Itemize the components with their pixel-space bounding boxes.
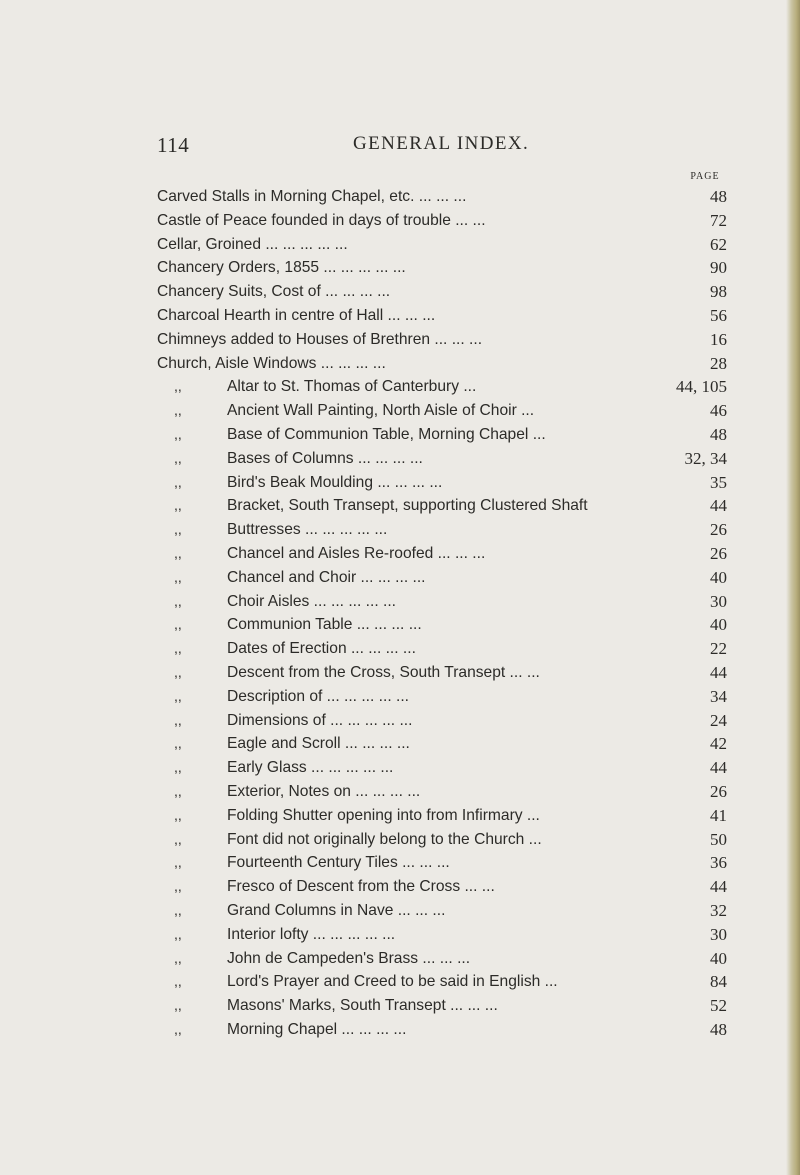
index-entry bbox=[157, 494, 737, 518]
index-entry bbox=[157, 970, 737, 994]
ditto-mark: ,, bbox=[174, 378, 182, 395]
entry-label: Chancery Orders, 1855 ... ... ... ... ... bbox=[157, 259, 406, 277]
ditto-mark: ,, bbox=[174, 616, 182, 633]
entry-page-ref: 48 bbox=[710, 187, 727, 206]
entry-page-ref: 26 bbox=[710, 543, 727, 563]
ditto-mark: ,, bbox=[174, 854, 182, 871]
entry-page-ref: 32, 34 bbox=[684, 448, 727, 468]
index-entry bbox=[157, 375, 737, 399]
index-entry bbox=[157, 233, 737, 257]
entry-page-ref: 46 bbox=[710, 401, 727, 421]
entry-page-ref: 44, 105 bbox=[676, 377, 727, 397]
index-entry bbox=[157, 209, 737, 233]
entry-page-ref: 44 bbox=[710, 496, 727, 516]
entry-page-ref: 44 bbox=[710, 877, 727, 897]
index-entry bbox=[157, 923, 737, 947]
index-entry bbox=[157, 256, 737, 280]
index-entry bbox=[157, 709, 737, 733]
entry-label: Interior lofty ... ... ... ... ... bbox=[227, 925, 396, 943]
entry-label: Bases of Columns ... ... ... ... bbox=[227, 449, 423, 467]
ditto-mark: ,, bbox=[174, 878, 182, 895]
entry-page-ref: 35 bbox=[710, 472, 727, 492]
ditto-mark: ,, bbox=[174, 425, 182, 442]
entry-page-ref: 62 bbox=[710, 234, 727, 254]
ditto-mark: ,, bbox=[174, 497, 182, 514]
index-entry bbox=[157, 423, 737, 447]
entry-label: Altar to St. Thomas of Canterbury ... bbox=[227, 378, 477, 396]
entry-page-ref: 41 bbox=[710, 805, 727, 825]
entry-page-ref: 72 bbox=[710, 210, 727, 230]
entry-page-ref: 84 bbox=[710, 972, 727, 992]
ditto-mark: ,, bbox=[174, 473, 182, 490]
entry-label: Chimneys added to Houses of Brethren ... ... ... bbox=[157, 330, 483, 348]
index-entry bbox=[157, 732, 737, 756]
ditto-mark: ,, bbox=[174, 925, 182, 942]
running-title: GENERAL INDEX. bbox=[353, 133, 530, 154]
index-entry bbox=[157, 875, 737, 899]
entry-page-ref: 30 bbox=[710, 591, 727, 611]
ditto-mark: ,, bbox=[174, 949, 182, 966]
page-edge bbox=[786, 0, 800, 1175]
ditto-mark: ,, bbox=[174, 544, 182, 561]
entry-page-ref: 42 bbox=[710, 734, 727, 754]
entry-page-ref: 30 bbox=[710, 924, 727, 944]
index-entry bbox=[157, 542, 737, 566]
entry-label: Lord's Prayer and Creed to be said in English ... bbox=[227, 973, 558, 991]
entry-label: Font did not originally belong to the Church ... bbox=[227, 830, 542, 848]
page-number: 114 bbox=[157, 133, 190, 157]
entry-page-ref: 40 bbox=[710, 948, 727, 968]
entry-page-ref: 28 bbox=[710, 353, 727, 373]
index-entry bbox=[157, 661, 737, 685]
ditto-mark: ,, bbox=[174, 901, 182, 918]
index-entry bbox=[157, 352, 737, 376]
index-entry bbox=[157, 304, 737, 328]
ditto-mark: ,, bbox=[174, 782, 182, 799]
entry-label: Chancel and Choir ... ... ... ... bbox=[227, 568, 426, 586]
entry-label: Cellar, Groined ... ... ... ... ... bbox=[157, 235, 348, 253]
index-entry bbox=[157, 566, 737, 590]
ditto-mark: ,, bbox=[174, 592, 182, 609]
entry-label: Folding Shutter opening into from Infirmary ... bbox=[227, 806, 540, 824]
ditto-mark: ,, bbox=[174, 402, 182, 419]
index-entry bbox=[157, 280, 737, 304]
index-entry bbox=[157, 1018, 737, 1042]
entry-label: Charcoal Hearth in centre of Hall ... ... ... bbox=[157, 306, 436, 324]
ditto-mark: ,, bbox=[174, 830, 182, 847]
entry-page-ref: 24 bbox=[710, 710, 727, 730]
index-entry bbox=[157, 471, 737, 495]
entry-label: Bracket, South Transept, supporting Clustered Shaft bbox=[227, 497, 588, 515]
entry-label: Eagle and Scroll ... ... ... ... bbox=[227, 735, 410, 753]
entry-label: Early Glass ... ... ... ... ... bbox=[227, 759, 394, 777]
entry-label: Bird's Beak Moulding ... ... ... ... bbox=[227, 473, 443, 491]
ditto-mark: ,, bbox=[174, 1020, 182, 1037]
entry-page-ref: 44 bbox=[710, 758, 727, 778]
ditto-mark: ,, bbox=[174, 568, 182, 585]
index-entry bbox=[157, 613, 737, 637]
entry-page-ref: 40 bbox=[710, 567, 727, 587]
ditto-mark: ,, bbox=[174, 759, 182, 776]
index-entry bbox=[157, 185, 737, 209]
entry-label: Castle of Peace founded in days of trouble ... ... bbox=[157, 211, 486, 229]
index-entry bbox=[157, 399, 737, 423]
index-entry bbox=[157, 685, 737, 709]
index-entry bbox=[157, 590, 737, 614]
entry-page-ref: 56 bbox=[710, 305, 727, 325]
ditto-mark: ,, bbox=[174, 711, 182, 728]
entry-page-ref: 26 bbox=[710, 781, 727, 801]
entry-page-ref: 22 bbox=[710, 639, 727, 659]
entry-label: Description of ... ... ... ... ... bbox=[227, 687, 409, 705]
index-entry bbox=[157, 828, 737, 852]
entry-label: Fresco of Descent from the Cross ... ... bbox=[227, 878, 495, 896]
ditto-mark: ,, bbox=[174, 735, 182, 752]
entry-page-ref: 50 bbox=[710, 829, 727, 849]
entry-label: Choir Aisles ... ... ... ... ... bbox=[227, 592, 396, 610]
entry-label: Masons' Marks, South Transept ... ... ... bbox=[227, 997, 498, 1015]
entry-page-ref: 52 bbox=[710, 996, 727, 1016]
entry-page-ref: 34 bbox=[710, 686, 727, 706]
index-entry bbox=[157, 518, 737, 542]
index-entry bbox=[157, 780, 737, 804]
entry-label: John de Campeden's Brass ... ... ... bbox=[227, 949, 471, 967]
entry-page-ref: 40 bbox=[710, 615, 727, 635]
ditto-mark: ,, bbox=[174, 449, 182, 466]
ditto-mark: ,, bbox=[174, 997, 182, 1014]
entry-label: Dimensions of ... ... ... ... ... bbox=[227, 711, 413, 729]
ditto-mark: ,, bbox=[174, 521, 182, 538]
entry-label: Ancient Wall Painting, North Aisle of Choir ... bbox=[227, 402, 535, 420]
index-entry bbox=[157, 328, 737, 352]
entry-label: Fourteenth Century Tiles ... ... ... bbox=[227, 854, 450, 872]
entry-label: Chancel and Aisles Re-roofed ... ... ... bbox=[227, 544, 486, 562]
entry-label: Exterior, Notes on ... ... ... ... bbox=[227, 782, 421, 800]
entry-page-ref: 16 bbox=[710, 329, 727, 349]
entry-page-ref: 26 bbox=[710, 520, 727, 540]
entry-label: Dates of Erection ... ... ... ... bbox=[227, 640, 416, 658]
ditto-mark: ,, bbox=[174, 973, 182, 990]
ditto-mark: ,, bbox=[174, 806, 182, 823]
entry-label: Chancery Suits, Cost of ... ... ... ... bbox=[157, 283, 391, 301]
index-entry bbox=[157, 637, 737, 661]
entry-label: Base of Communion Table, Morning Chapel ... bbox=[227, 425, 546, 443]
entry-page-ref: 36 bbox=[710, 853, 727, 873]
entry-label: Carved Stalls in Morning Chapel, etc. ... ... ... bbox=[157, 188, 467, 205]
entry-label: Descent from the Cross, South Transept ... ... bbox=[227, 663, 540, 681]
ditto-mark: ,, bbox=[174, 663, 182, 680]
index-entry bbox=[157, 756, 737, 780]
index-entry bbox=[157, 947, 737, 971]
entry-label: Communion Table ... ... ... ... bbox=[227, 616, 422, 634]
ditto-mark: ,, bbox=[174, 640, 182, 657]
index-entries bbox=[157, 185, 737, 1042]
entry-label: Buttresses ... ... ... ... ... bbox=[227, 521, 388, 539]
index-entry bbox=[157, 447, 737, 471]
ditto-mark: ,, bbox=[174, 687, 182, 704]
entry-label: Morning Chapel ... ... ... ... bbox=[227, 1020, 407, 1038]
entry-page-ref: 98 bbox=[710, 282, 727, 302]
entry-page-ref: 44 bbox=[710, 662, 727, 682]
entry-page-ref: 48 bbox=[710, 424, 727, 444]
index-entry bbox=[157, 899, 737, 923]
index-entry bbox=[157, 804, 737, 828]
entry-page-ref: 48 bbox=[710, 1019, 727, 1039]
entry-label: Church, Aisle Windows ... ... ... ... bbox=[157, 354, 386, 372]
entry-page-ref: 90 bbox=[710, 258, 727, 278]
index-entry bbox=[157, 994, 737, 1018]
entry-label: Grand Columns in Nave ... ... ... bbox=[227, 901, 446, 919]
page-column-label: PAGE bbox=[690, 171, 720, 182]
page-header bbox=[157, 133, 677, 163]
index-entry bbox=[157, 851, 737, 875]
entry-page-ref: 32 bbox=[710, 900, 727, 920]
